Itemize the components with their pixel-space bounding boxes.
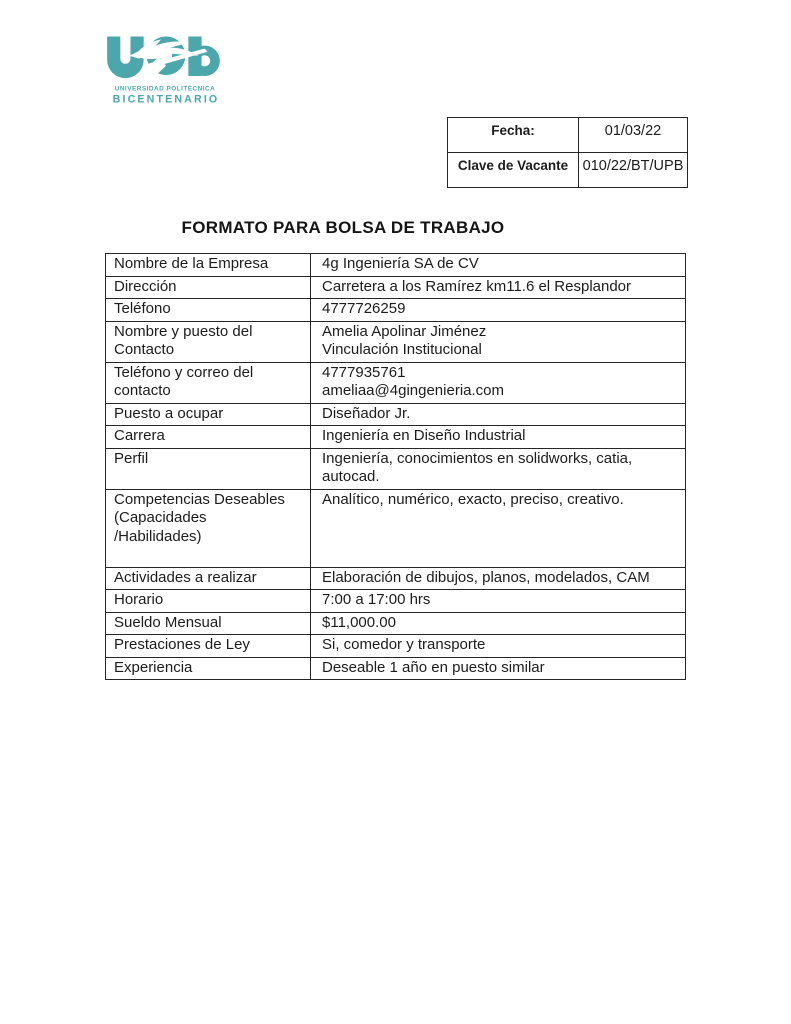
row-label <box>106 448 311 489</box>
header-info-table <box>447 117 688 188</box>
cell-line: Sueldo Mensual <box>114 613 222 631</box>
cell-line: Experiencia <box>114 658 193 676</box>
cell-line: Prestaciones de Ley <box>114 636 250 653</box>
cell-line: Teléfono <box>114 300 171 317</box>
cell-line: 7:00 a 17:00 hrs <box>322 591 431 608</box>
row-value <box>311 448 686 489</box>
table-row <box>106 321 686 362</box>
row-label <box>106 567 311 590</box>
row-label <box>106 403 311 426</box>
cell-line: 4777935761 <box>322 363 406 381</box>
clave-value: 010/22/BT/UPB <box>579 153 688 188</box>
cell-line: autocad. <box>322 468 380 485</box>
cell-line: $11,000.00 <box>322 613 396 631</box>
fecha-label: Fecha: <box>448 118 579 153</box>
campus-name-text: BICENTENARIO <box>112 93 220 106</box>
cell-line: Amelia Apolinar Jiménez <box>322 322 487 340</box>
page-title: FORMATO PARA BOLSA DE TRABAJO <box>181 218 505 237</box>
row-value <box>311 403 686 426</box>
table-row <box>106 590 686 613</box>
form-table-body <box>106 254 686 680</box>
row-value <box>311 612 686 635</box>
table-row <box>106 657 686 680</box>
table-row <box>106 612 686 635</box>
row-value <box>311 489 686 567</box>
row-value <box>311 362 686 403</box>
cell-line: Puesto a ocupar <box>114 404 224 422</box>
cell-line: Analítico, numérico, exacto, preciso, creativo. <box>322 490 624 508</box>
table-row <box>106 426 686 449</box>
cell-line: Carretera a los Ramírez km11.6 el Resplandor <box>322 277 632 295</box>
row-value <box>311 254 686 277</box>
cell-line: Horario <box>114 591 164 608</box>
university-name-text: UNIVERSIDAD POLITÉCNICA <box>114 85 216 93</box>
cell-line <box>114 546 304 565</box>
cell-line: Teléfono y correo del <box>114 363 254 381</box>
cell-line: 4g Ingeniería SA de CV <box>322 255 479 272</box>
cell-line: Nombre de la Empresa <box>114 255 269 272</box>
cell-line: Perfil <box>114 449 149 467</box>
cell-line: /Habilidades) <box>114 527 202 545</box>
cell-line: (Capacidades <box>114 509 207 526</box>
table-row <box>106 299 686 322</box>
row-value <box>311 567 686 590</box>
table-row <box>106 254 686 277</box>
fecha-row <box>448 118 688 153</box>
row-value <box>311 426 686 449</box>
cell-line: Contacto <box>114 341 175 358</box>
table-row <box>106 276 686 299</box>
cell-line: Vinculación Institucional <box>322 341 482 358</box>
cell-line: Diseñador Jr. <box>322 404 411 422</box>
table-row <box>106 635 686 658</box>
row-label <box>106 426 311 449</box>
cell-line: 4777726259 <box>322 300 406 317</box>
row-label <box>106 321 311 362</box>
row-value <box>311 276 686 299</box>
cell-line: Ingeniería, conocimientos en solidworks, catia, <box>322 449 633 467</box>
row-value <box>311 299 686 322</box>
table-row <box>106 489 686 567</box>
logo-acronym-letters <box>107 36 220 78</box>
row-label <box>106 299 311 322</box>
cell-line: contacto <box>114 382 171 399</box>
row-label <box>106 612 311 635</box>
cell-line: Actividades a realizar <box>114 568 257 586</box>
table-row <box>106 362 686 403</box>
table-row <box>106 567 686 590</box>
row-label <box>106 254 311 277</box>
fecha-value: 01/03/22 <box>579 118 688 153</box>
row-value <box>311 657 686 680</box>
cell-line: Deseable 1 año en puesto similar <box>322 658 545 676</box>
cell-line: Elaboración de dibujos, planos, modelados, CAM <box>322 568 650 586</box>
clave-row <box>448 153 688 188</box>
cell-line: ameliaa@4gingenieria.com <box>322 382 504 399</box>
row-value <box>311 590 686 613</box>
cell-line: Si, comedor y transporte <box>322 636 486 653</box>
cell-line: Competencias Deseables <box>114 490 285 508</box>
row-label <box>106 276 311 299</box>
row-label <box>106 590 311 613</box>
row-label <box>106 362 311 403</box>
cell-line: Dirección <box>114 277 177 295</box>
row-value <box>311 321 686 362</box>
cell-line: Ingeniería en Diseño Industrial <box>322 427 526 444</box>
row-label <box>106 635 311 658</box>
row-value <box>311 635 686 658</box>
form-table <box>105 253 686 680</box>
table-row <box>106 403 686 426</box>
table-row <box>106 448 686 489</box>
row-label <box>106 489 311 567</box>
clave-label: Clave de Vacante <box>448 153 579 188</box>
university-logo <box>99 34 231 110</box>
cell-line: Nombre y puesto del <box>114 322 253 340</box>
cell-line: Carrera <box>114 427 165 444</box>
row-label <box>106 657 311 680</box>
